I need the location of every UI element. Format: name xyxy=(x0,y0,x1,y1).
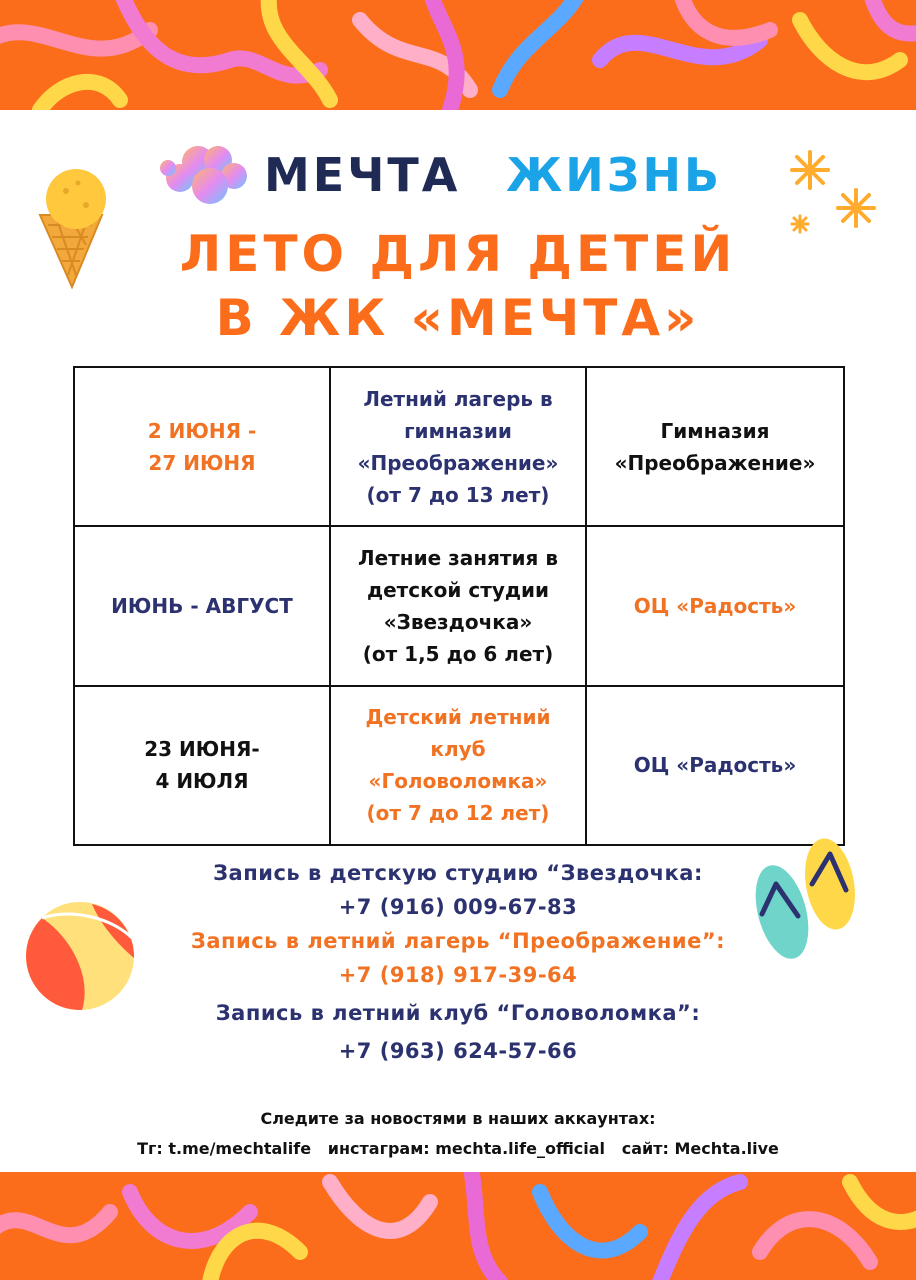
contact-phone[interactable]: +7 (918) 917-39-64 xyxy=(338,963,578,987)
dates-line: 4 ИЮЛЯ xyxy=(155,769,249,794)
program-cell xyxy=(330,526,586,685)
venue-line: Гимназия xyxy=(660,418,770,443)
logo-word-zhizn: ЖИЗНЬ xyxy=(506,148,723,202)
schedule-table xyxy=(73,366,845,846)
dates-line: 23 ИЮНЯ- xyxy=(144,737,260,762)
contact-phone[interactable]: +7 (963) 624-57-66 xyxy=(338,1039,578,1063)
program-line: «Головоломка» xyxy=(368,769,548,794)
dates-cell xyxy=(74,686,330,845)
contact-phone[interactable]: +7 (916) 009-67-83 xyxy=(338,895,578,919)
program-line: гимназии xyxy=(404,418,512,443)
program-line: клуб xyxy=(430,737,486,762)
flip-flops-icon xyxy=(742,834,862,966)
program-cell xyxy=(330,367,586,526)
table-row xyxy=(74,367,844,526)
table-row xyxy=(74,526,844,685)
program-line: (от 7 до 13 лет) xyxy=(366,482,550,507)
logo-word-mechta: МЕЧТА xyxy=(264,148,461,202)
title-line-1: ЛЕТО ДЛЯ ДЕТЕЙ xyxy=(179,225,737,283)
program-line: «Преображение» xyxy=(357,450,559,475)
venue-cell xyxy=(586,526,844,685)
program-line: Летний лагерь в xyxy=(363,386,553,411)
program-line: (от 7 до 12 лет) xyxy=(366,801,550,826)
contact-label: Запись в летний лагерь “Преображение”: xyxy=(190,929,726,953)
beach-ball-icon xyxy=(22,898,138,1014)
venue-cell xyxy=(586,367,844,526)
brand-logo-icon xyxy=(158,140,250,210)
title-line-2: В ЖК «МЕЧТА» xyxy=(215,289,701,347)
dates-line: 27 ИЮНЯ xyxy=(148,450,256,475)
dates-line: 2 ИЮНЯ - xyxy=(147,418,257,443)
confetti-pattern xyxy=(0,1172,916,1280)
contact-label: Запись в детскую студию “Звездочка: xyxy=(213,861,703,885)
page-title xyxy=(0,222,916,350)
confetti-pattern xyxy=(0,0,916,110)
follow-links[interactable]: Тг: t.me/mechtalife инстаграм: mechta.life_official сайт: Mechta.live xyxy=(137,1139,779,1158)
program-line: (от 1,5 до 6 лет) xyxy=(362,641,554,666)
dates-line: ИЮНЬ - АВГУСТ xyxy=(111,593,293,618)
bottom-confetti-band xyxy=(0,1172,916,1280)
program-line: Детский летний xyxy=(365,705,551,730)
venue-cell xyxy=(586,686,844,845)
top-confetti-band xyxy=(0,0,916,110)
dates-cell xyxy=(74,526,330,685)
contact-label: Запись в летний клуб “Головоломка”: xyxy=(215,1001,701,1025)
venue-line: ОЦ «Радость» xyxy=(633,753,797,778)
table-row xyxy=(74,686,844,845)
program-line: детской студии xyxy=(366,577,550,602)
venue-line: «Преображение» xyxy=(614,450,816,475)
program-cell xyxy=(330,686,586,845)
follow-block xyxy=(0,1104,916,1164)
brand-logo xyxy=(158,140,758,210)
program-line: Летние занятия в xyxy=(358,545,558,570)
venue-line: ОЦ «Радость» xyxy=(633,593,797,618)
dates-cell xyxy=(74,367,330,526)
program-line: «Звездочка» xyxy=(383,609,533,634)
follow-heading: Следите за новостями в наших аккаунтах: xyxy=(260,1109,656,1128)
